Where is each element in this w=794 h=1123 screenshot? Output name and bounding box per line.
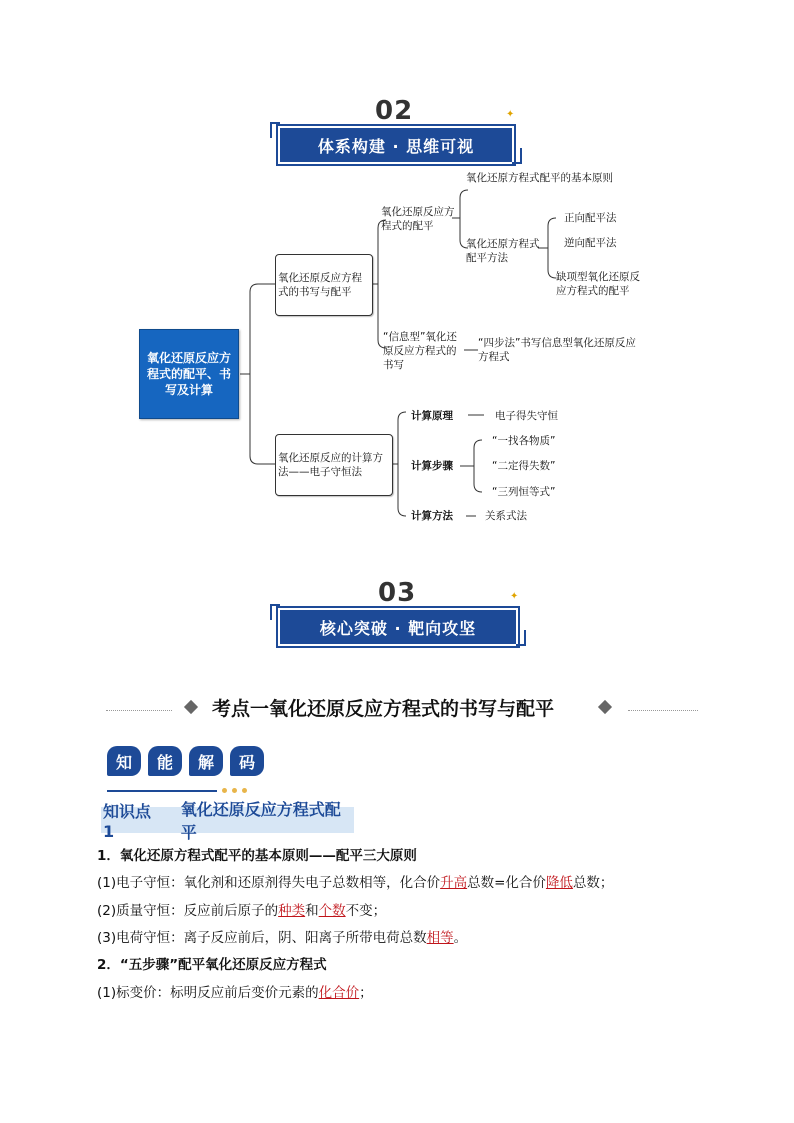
mindmap-calc-principle-label: 计算原理 xyxy=(411,410,453,422)
mindmap-branch-calculation: 氧化还原反应的计算方法——电子守恒法 xyxy=(275,434,393,496)
text: (2)质量守恒：反应前后原子的 xyxy=(97,903,279,919)
mindmap-four-step: “四步法”书写信息型氧化还原反应方程式 xyxy=(478,337,636,363)
mindmap-calc-method-value: 关系式法 xyxy=(485,510,527,522)
mindmap-branch-writing-balancing: 氧化还原反应方程式的书写与配平 xyxy=(275,254,373,316)
sparkle-icon: ✦ xyxy=(510,591,519,602)
mindmap-connectors xyxy=(0,0,794,560)
mindmap-sub-info-type: “信息型”氧化还原反应方程式的书写 xyxy=(383,331,457,371)
text: ； xyxy=(359,985,373,1001)
sparkle-icon: ✦ xyxy=(506,109,515,120)
answer-equal: 相等 xyxy=(426,930,454,946)
banner-bracket-right xyxy=(516,630,526,646)
paragraph-electron-conservation xyxy=(97,874,613,892)
mindmap-root: 氧化还原反应方程式的配平、书写及计算 xyxy=(139,329,239,419)
topic-dotline-right xyxy=(628,710,698,711)
paragraph-charge-conservation xyxy=(97,929,467,947)
text: (1)标变价：标明反应前后变价元素的 xyxy=(97,985,319,1001)
knowledge-point-title: 氧化还原反应方程式配平 xyxy=(180,800,341,842)
topic-title: 考点一氧化还原反应方程式的书写与配平 xyxy=(212,698,555,720)
tag-jie: 解 xyxy=(189,746,223,776)
mindmap-calc-steps-label: 计算步骤 xyxy=(411,460,453,472)
mindmap-calc-step-2: “二定得失数” xyxy=(492,460,556,472)
mindmap-calc-step-1: “一找各物质” xyxy=(492,435,556,447)
answer-number: 个数 xyxy=(318,903,346,919)
answer-kind: 种类 xyxy=(278,903,306,919)
paragraph-mass-conservation xyxy=(97,902,386,920)
tag-neng: 能 xyxy=(148,746,182,776)
answer-rise: 升高 xyxy=(440,875,468,891)
mindmap-calc-principle-value: 电子得失守恒 xyxy=(495,410,558,422)
tag-dot xyxy=(232,788,237,793)
tag-underline xyxy=(107,790,217,792)
mindmap-method-missing-term: 缺项型氧化还原反应方程式的配平 xyxy=(556,271,640,297)
answer-valence: 化合价 xyxy=(318,985,360,1001)
mindmap-basic-principles: 氧化还原方程式配平的基本原则 xyxy=(466,172,613,184)
mindmap-calc-step-3: “三列恒等式” xyxy=(492,486,556,498)
heading-basic-principles: 1．氧化还原方程式配平的基本原则——配平三大原则 xyxy=(97,848,417,864)
tag-zhi: 知 xyxy=(107,746,141,776)
text: 总数； xyxy=(572,875,614,891)
text: 总数=化合价 xyxy=(467,875,546,891)
section-banner-02: 体系构建 · 思维可视 xyxy=(278,126,514,164)
mindmap-sub-balancing: 氧化还原反应方程式的配平 xyxy=(381,206,455,232)
section-banner-03: 核心突破 · 靶向攻坚 xyxy=(278,608,518,646)
section-number-02: 02 xyxy=(375,96,414,126)
text: 。 xyxy=(453,930,468,946)
knowledge-point-bar xyxy=(101,800,354,842)
diamond-icon xyxy=(598,700,612,714)
text: (3)电荷守恒：离子反应前后，阴、阳离子所带电荷总数 xyxy=(97,930,427,946)
mindmap-balancing-methods: 氧化还原方程式配平方法 xyxy=(466,238,540,264)
knowledge-point-label: 知识点 1 xyxy=(103,802,152,841)
mindmap-method-forward: 正向配平法 xyxy=(564,212,617,224)
text: 和 xyxy=(305,903,319,919)
mindmap-method-reverse: 逆向配平法 xyxy=(564,237,617,249)
paragraph-mark-valence xyxy=(97,984,373,1002)
tag-dot xyxy=(222,788,227,793)
topic-dotline-left xyxy=(106,710,172,711)
text: (1)电子守恒：氧化剂和还原剂得失电子总数相等，化合价 xyxy=(97,875,441,891)
text: 不变； xyxy=(345,903,387,919)
tag-ma: 码 xyxy=(230,746,264,776)
heading-five-steps: 2．“五步骤”配平氧化还原反应方程式 xyxy=(97,957,327,973)
tag-dot xyxy=(242,788,247,793)
answer-fall: 降低 xyxy=(545,875,573,891)
diamond-icon xyxy=(184,700,198,714)
section-number-03: 03 xyxy=(378,578,417,608)
mindmap-calc-method-label: 计算方法 xyxy=(411,510,453,522)
